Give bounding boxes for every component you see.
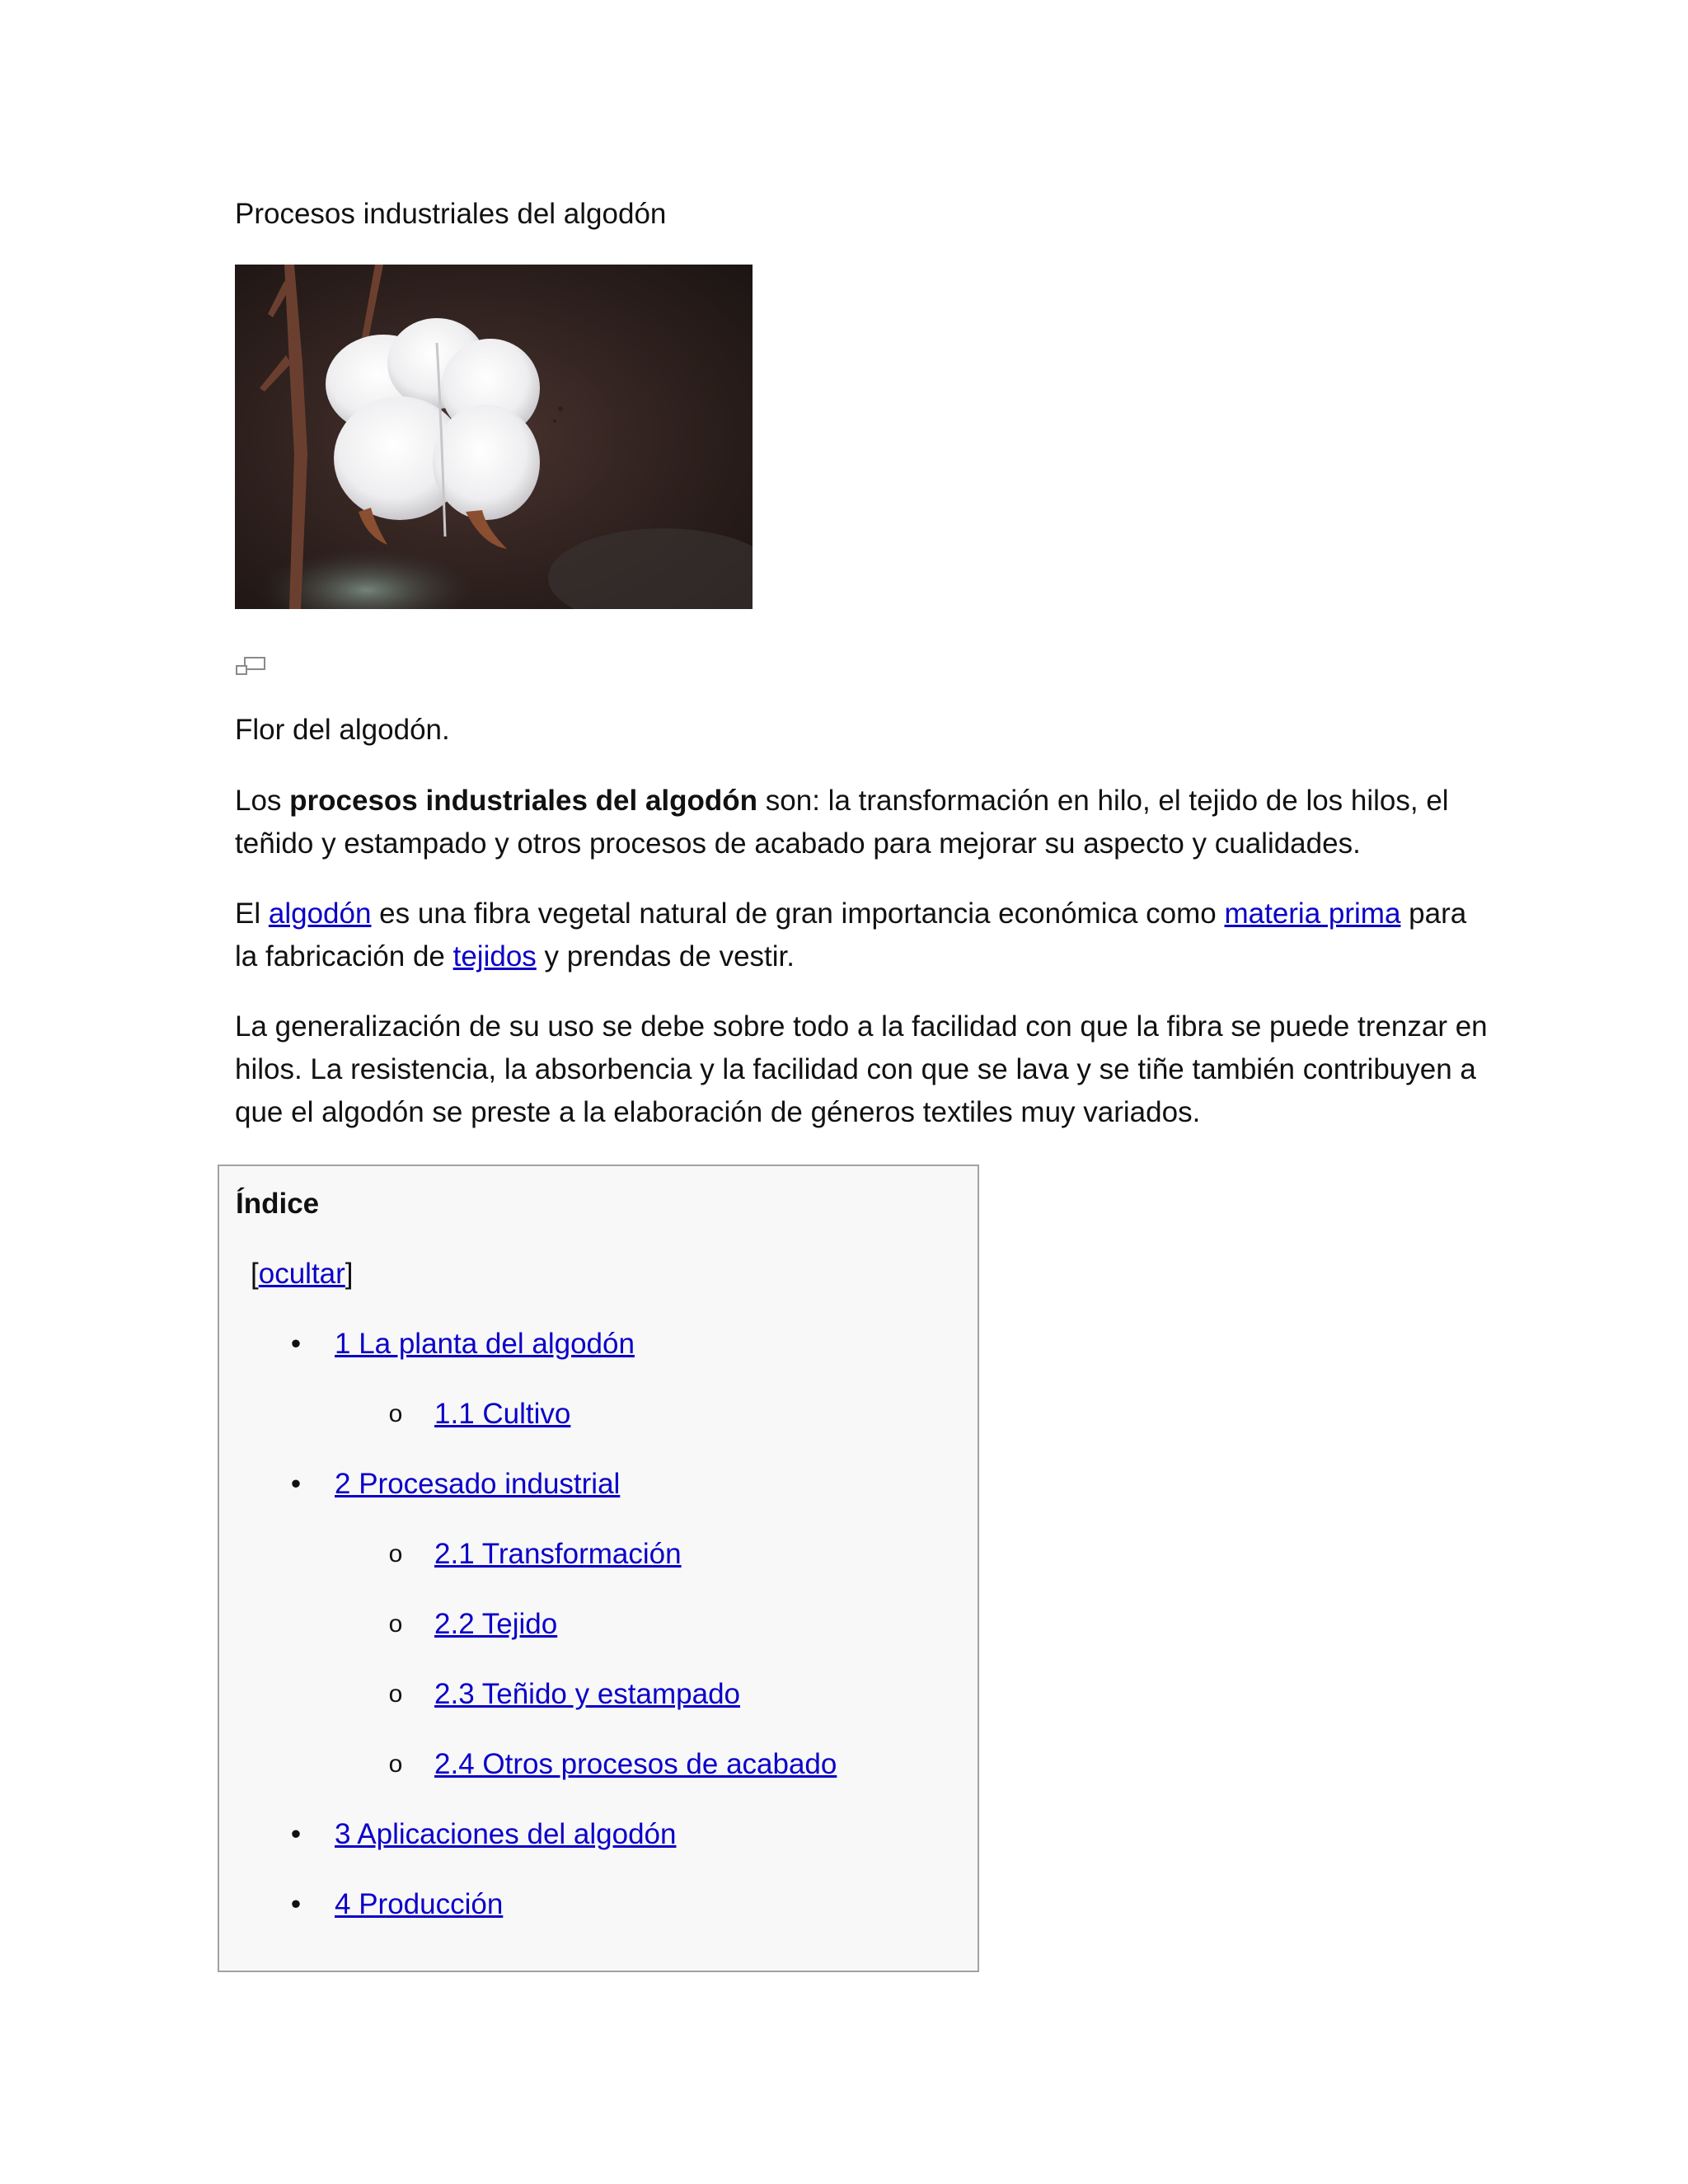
toc-link-acabado[interactable]: 2.4 Otros procesos de acabado [434, 1748, 837, 1780]
link-tejidos[interactable]: tejidos [452, 940, 537, 972]
link-algodon[interactable]: algodón [268, 898, 372, 930]
sub-bullet-icon: o [388, 1540, 403, 1568]
bullet-icon: • [290, 1818, 302, 1850]
intro-text-pre: Los [235, 785, 290, 817]
intro-bold-term: procesos industriales del algodón [289, 785, 758, 817]
toc-item-aplicaciones [290, 1815, 677, 1854]
sub-bullet-icon: o [388, 1610, 403, 1638]
toc-link-aplicaciones[interactable]: 3 Aplicaciones del algodón [335, 1818, 677, 1850]
toc-link-planta[interactable]: 1 La planta del algodón [335, 1328, 635, 1360]
toc-item-produccion [290, 1885, 504, 1924]
fiber-text-4: y prendas de vestir. [536, 940, 795, 972]
fiber-text-1: El [235, 898, 269, 930]
toc-link-tejido[interactable]: 2.2 Tejido [434, 1608, 558, 1640]
fiber-paragraph [235, 893, 1488, 978]
toc-toggle [251, 1254, 354, 1294]
bullet-icon: • [290, 1328, 302, 1360]
toc-link-tenido[interactable]: 2.3 Teñido y estampado [434, 1678, 741, 1710]
intro-text-post: son: la transformación en hilo, el tejido de los hilos, el teñido y estampado y otros procesos de acabado para mejorar su aspecto y cualidades. [235, 785, 1449, 860]
toc-item-tejido [388, 1605, 558, 1644]
bullet-icon: • [290, 1888, 302, 1920]
toc-item-planta [290, 1324, 635, 1364]
cotton-boll-illustration [235, 265, 753, 609]
page-title: Procesos industriales del algodón [235, 198, 667, 230]
sub-bullet-icon: o [388, 1400, 403, 1427]
sub-bullet-icon: o [388, 1680, 403, 1708]
toc-hide-link[interactable]: ocultar [258, 1258, 345, 1290]
link-materia-prima[interactable]: materia prima [1224, 898, 1401, 930]
fiber-text-2: es una fibra vegetal natural de gran importancia económica como [371, 898, 1225, 930]
table-of-contents [218, 1165, 979, 1972]
toc-item-tenido [388, 1675, 741, 1714]
enlarge-icon[interactable] [235, 656, 266, 677]
toc-item-procesado [290, 1465, 621, 1504]
toc-title: Índice [236, 1188, 320, 1220]
usage-paragraph: La generalización de su uso se debe sobre todo a la facilidad con que la fibra se puede trenzar en hilos. La resistencia, la absorbencia y la facilidad con que se lava y se tiñe también contribuyen a que el algodón se preste a la elaboración de géneros textiles muy variados. [235, 1010, 1488, 1128]
toc-link-cultivo[interactable]: 1.1 Cultivo [434, 1398, 571, 1430]
intro-paragraph [235, 780, 1488, 865]
toc-toggle-open-bracket: [ [251, 1258, 259, 1290]
cotton-boll-photo [235, 265, 753, 609]
fiber-text-3: para la fabricación de [235, 898, 1467, 972]
sub-bullet-icon: o [388, 1750, 403, 1778]
toc-link-procesado[interactable]: 2 Procesado industrial [335, 1468, 621, 1500]
toc-item-transformacion [388, 1535, 682, 1574]
image-caption: Flor del algodón. [235, 714, 450, 746]
bullet-icon: • [290, 1468, 302, 1500]
toc-item-cultivo [388, 1394, 571, 1434]
toc-link-transformacion[interactable]: 2.1 Transformación [434, 1538, 682, 1570]
toc-item-acabado [388, 1745, 837, 1784]
toc-link-produccion[interactable]: 4 Producción [335, 1888, 504, 1920]
toc-toggle-close-bracket: ] [345, 1258, 354, 1290]
